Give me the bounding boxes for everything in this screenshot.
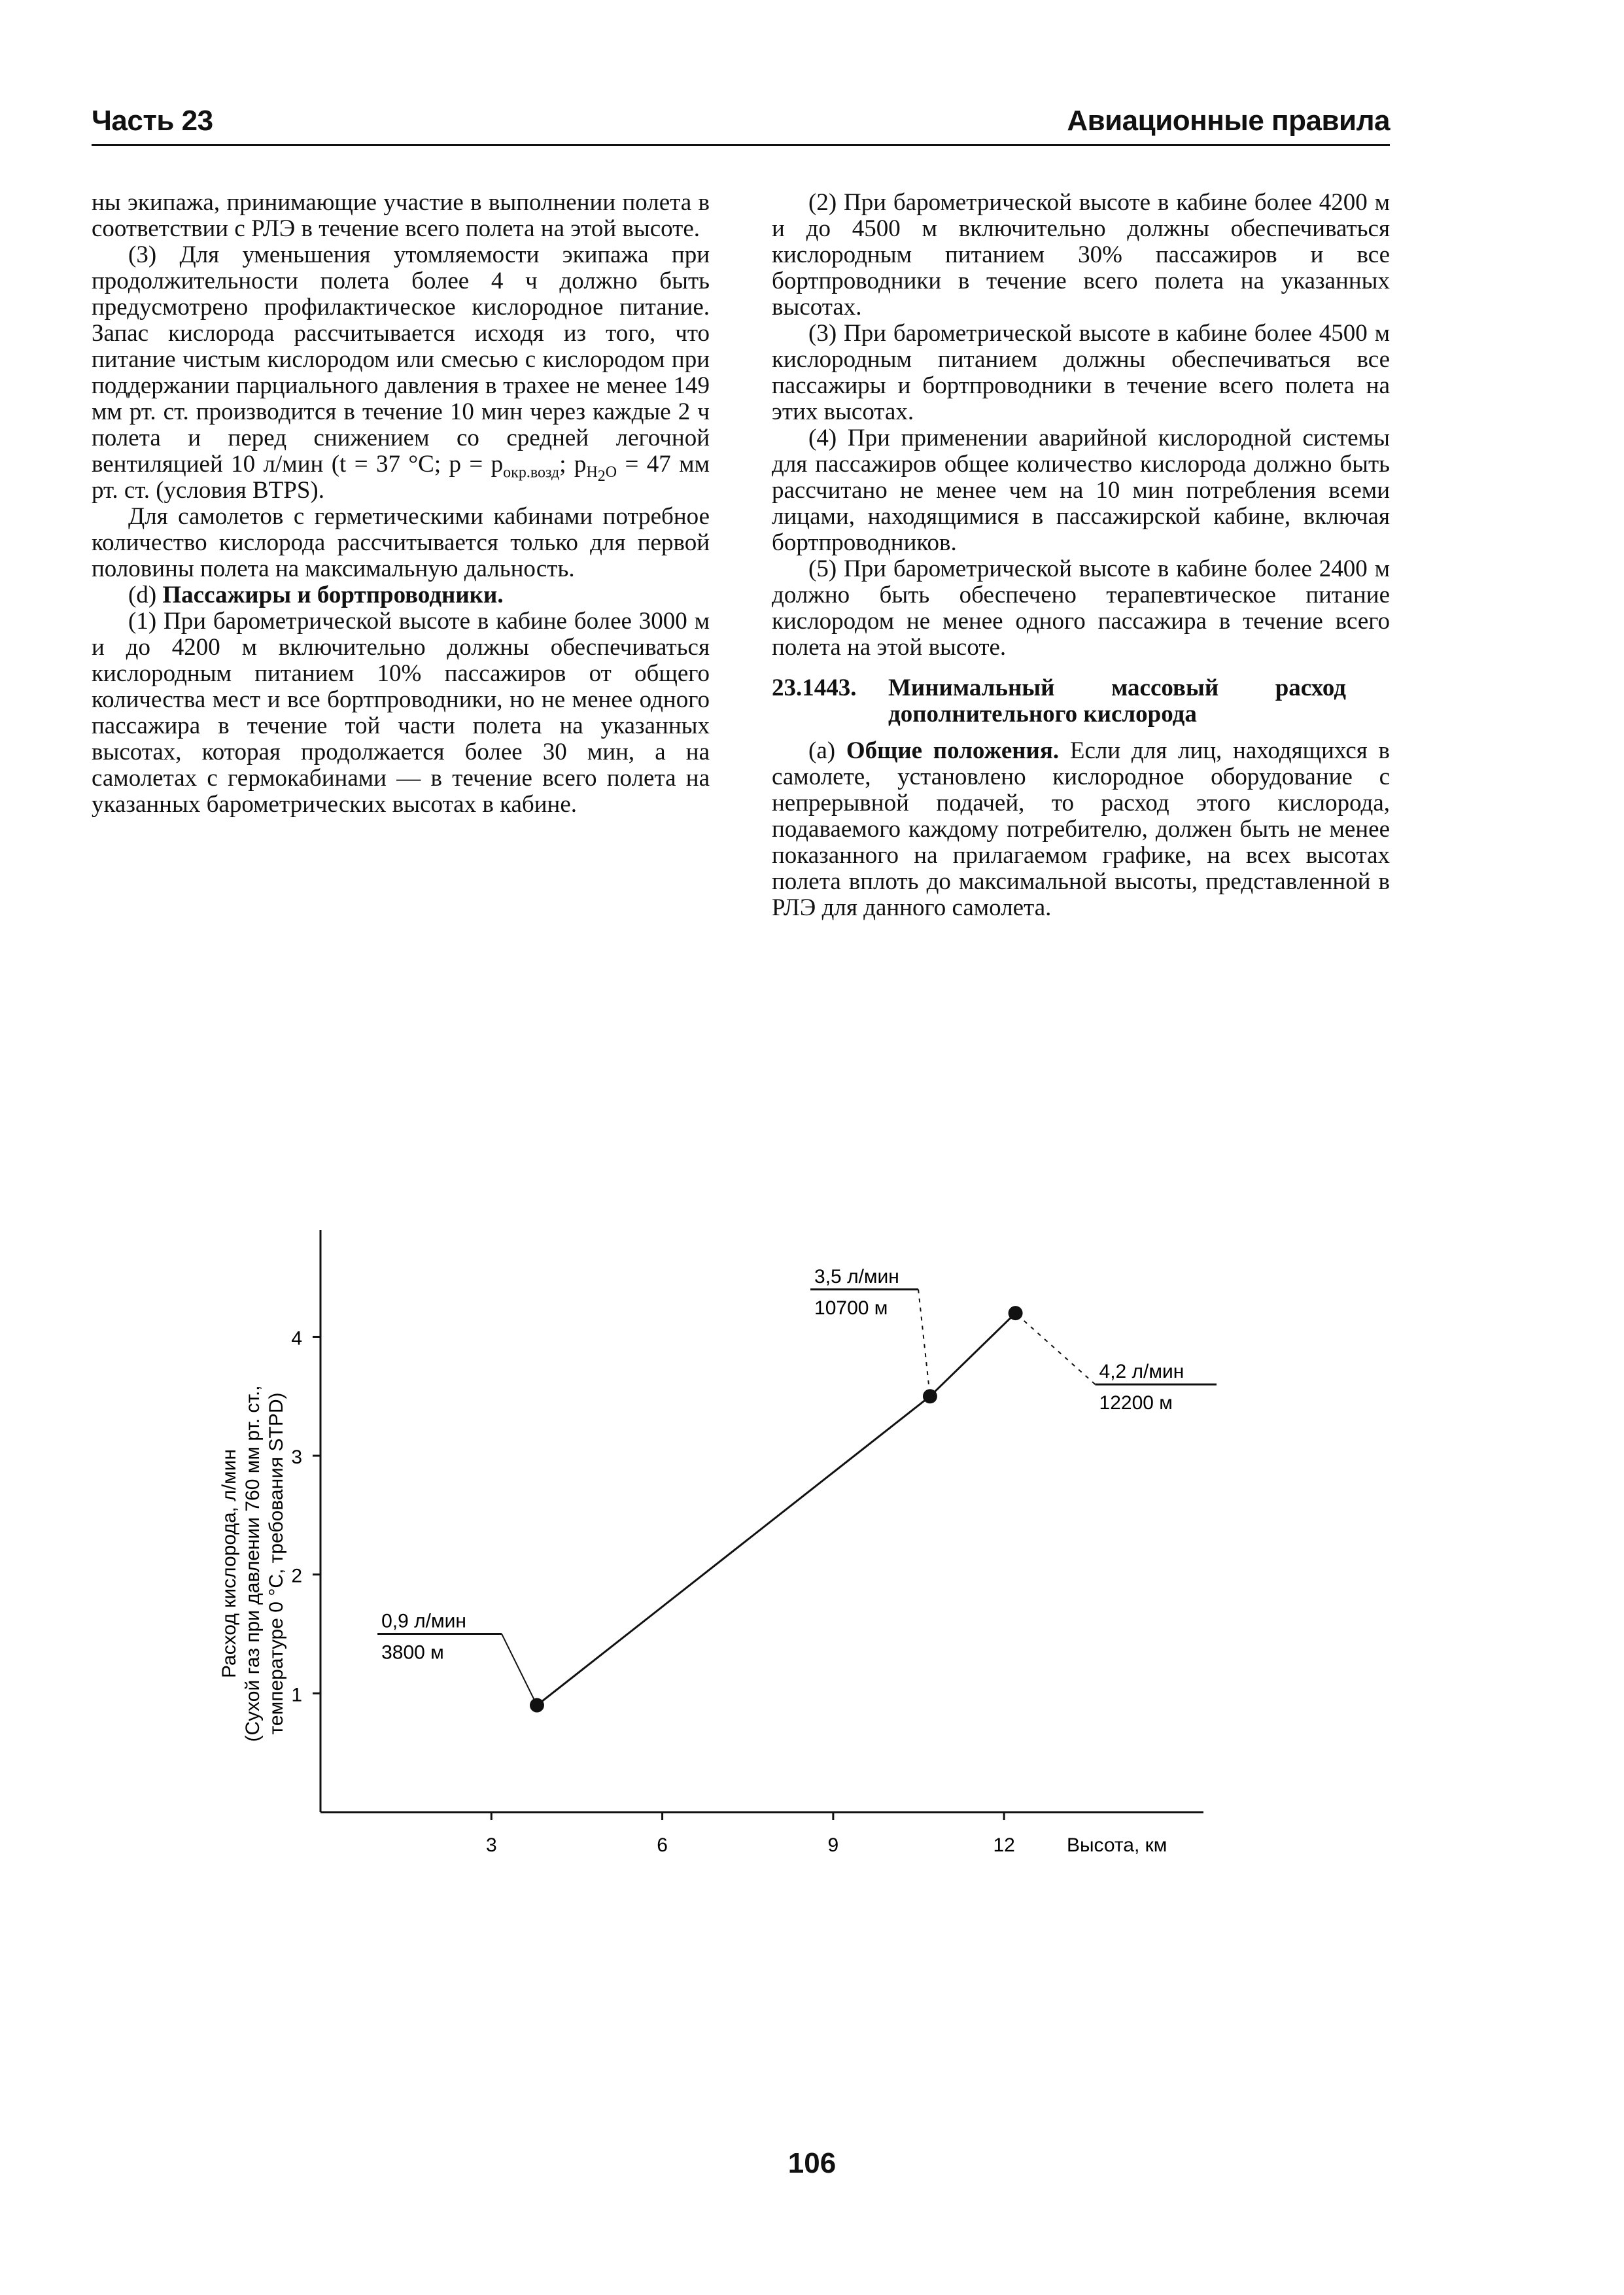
y-tick-label: 4 [291, 1327, 302, 1350]
data-series-line [537, 1313, 1016, 1705]
section-heading [772, 675, 1390, 727]
paragraph: (5) При барометрической высоте в кабине более 2400 м должно быть обеспечено терапевтическое питание кислородом не менее одного пассажира в течение всего полета на этой высоте. [772, 555, 1390, 661]
y-axis-label: (Сухой газ при давлении 760 мм рт. ст., [242, 1385, 264, 1742]
oxygen-flow-chart [183, 1204, 1217, 1858]
x-tick-label: 6 [657, 1834, 668, 1856]
page-number: 106 [787, 2147, 837, 2179]
section-number: 23.1443. [772, 674, 857, 701]
paragraph: (a) Общие положения. Если для лиц, находящихся в самолете, установлено кислородное оборудование с непрерывной подачей, то расход этого кислорода, подаваемого каждому потребителю, должен быть не менее показанного на прилагаемом графике, на всех высотах полета вплоть до максимальной высоты, представленной в РЛЭ для данного самолета. [772, 737, 1391, 921]
subsection-heading: Пассажиры и бортпроводники. [162, 582, 504, 608]
subsection-heading: Общие положения. [846, 737, 1060, 764]
annotation-altitude: 3800 м [381, 1641, 444, 1664]
page-header [92, 98, 1390, 146]
annotation-leader [918, 1289, 930, 1396]
y-tick-label: 1 [291, 1684, 302, 1706]
annotation-altitude: 12200 м [1099, 1392, 1173, 1414]
paragraph: (3) При барометрической высоте в кабине более 4500 м кислородным питанием должны обеспечиваться все пассажиры и бортпроводники в течение всего полета на этих высотах. [772, 320, 1390, 425]
header-title: Авиационные правила [1067, 105, 1390, 137]
y-axis-label: Расход кислорода, л/мин [218, 1449, 240, 1678]
y-tick-label: 2 [291, 1565, 302, 1587]
x-axis-label: Высота, км [1066, 1834, 1167, 1856]
paragraph: (1) При барометрической высоте в кабине более 3000 м и до 4200 м включительно должны обеспечиваться кислородным питанием 10% пассажиров от общего количества мест и все бортпроводники, но не менее одного пассажира в течение той части полета на указанных высотах, которая продолжается более 30 мин, а на самолетах с гермокабинами — в течение всего полета на указанных барометрических высотах в кабине. [92, 608, 710, 818]
annotation-leader [502, 1634, 537, 1706]
annotation-flow: 0,9 л/мин [381, 1610, 466, 1632]
paragraph: (4) При применении аварийной кислородной системы для пассажиров общее количество кислорода должно быть рассчитано не менее чем на 10 мин потребления всеми лицами, находящимися в пассажирской кабине, включая бортпроводников. [772, 425, 1390, 556]
x-tick-label: 9 [827, 1834, 839, 1856]
annotation-flow: 3,5 л/мин [814, 1265, 899, 1288]
annotation-flow: 4,2 л/мин [1099, 1361, 1184, 1383]
paragraph: ны экипажа, принимающие участие в выполнении полета в соответствии с РЛЭ в течение всего полета на этой высоте. [92, 189, 710, 242]
paragraph: (3) Для уменьшения утомляемости экипажа при продолжительности полета более 4 ч должно быть предусмотрено профилактическое кислородное питание. Запас кислорода рассчитывается исходя из того, что питание чистым кислородом или смесью с кислородом при поддержании парциального давления в трахее не менее 149 мм рт. ст. производится в течение 10 мин через каждые 2 ч полета и перед снижением со средней легочной вентиляцией 10 л/мин (t = 37 °C; $p = p_{окр.возд}$; $p_{H_2O} = 47$ мм рт. ст. (условия BTPS). [92, 241, 710, 504]
section-title: Минимальный массовый расход дополнительного кислорода [888, 674, 1346, 727]
left-column [92, 190, 710, 818]
annotation-leader [1016, 1313, 1096, 1384]
y-axis-label: температуре 0 °С, требования STPD) [266, 1392, 287, 1735]
paragraph: (2) При барометрической высоте в кабине более 4200 м и до 4500 м включительно должны обеспечиваться кислородным питанием 30% пассажиров и все бортпроводники в течение всего полета на указанных высотах. [772, 189, 1390, 321]
data-point [1009, 1306, 1023, 1320]
x-tick-label: 3 [485, 1834, 497, 1856]
paragraph: Для самолетов с герметическими кабинами потребное количество кислорода рассчитывается только для первой половины полета на максимальную дальность. [92, 503, 710, 582]
right-column [772, 190, 1390, 921]
header-part: Часть 23 [92, 105, 213, 137]
data-point [530, 1698, 544, 1713]
y-tick-label: 3 [291, 1446, 302, 1469]
x-tick-label: 12 [993, 1834, 1015, 1856]
annotation-altitude: 10700 м [814, 1297, 888, 1319]
paragraph: (d) Пассажиры и бортпроводники. [128, 582, 504, 608]
chart-svg [183, 1204, 1217, 1858]
